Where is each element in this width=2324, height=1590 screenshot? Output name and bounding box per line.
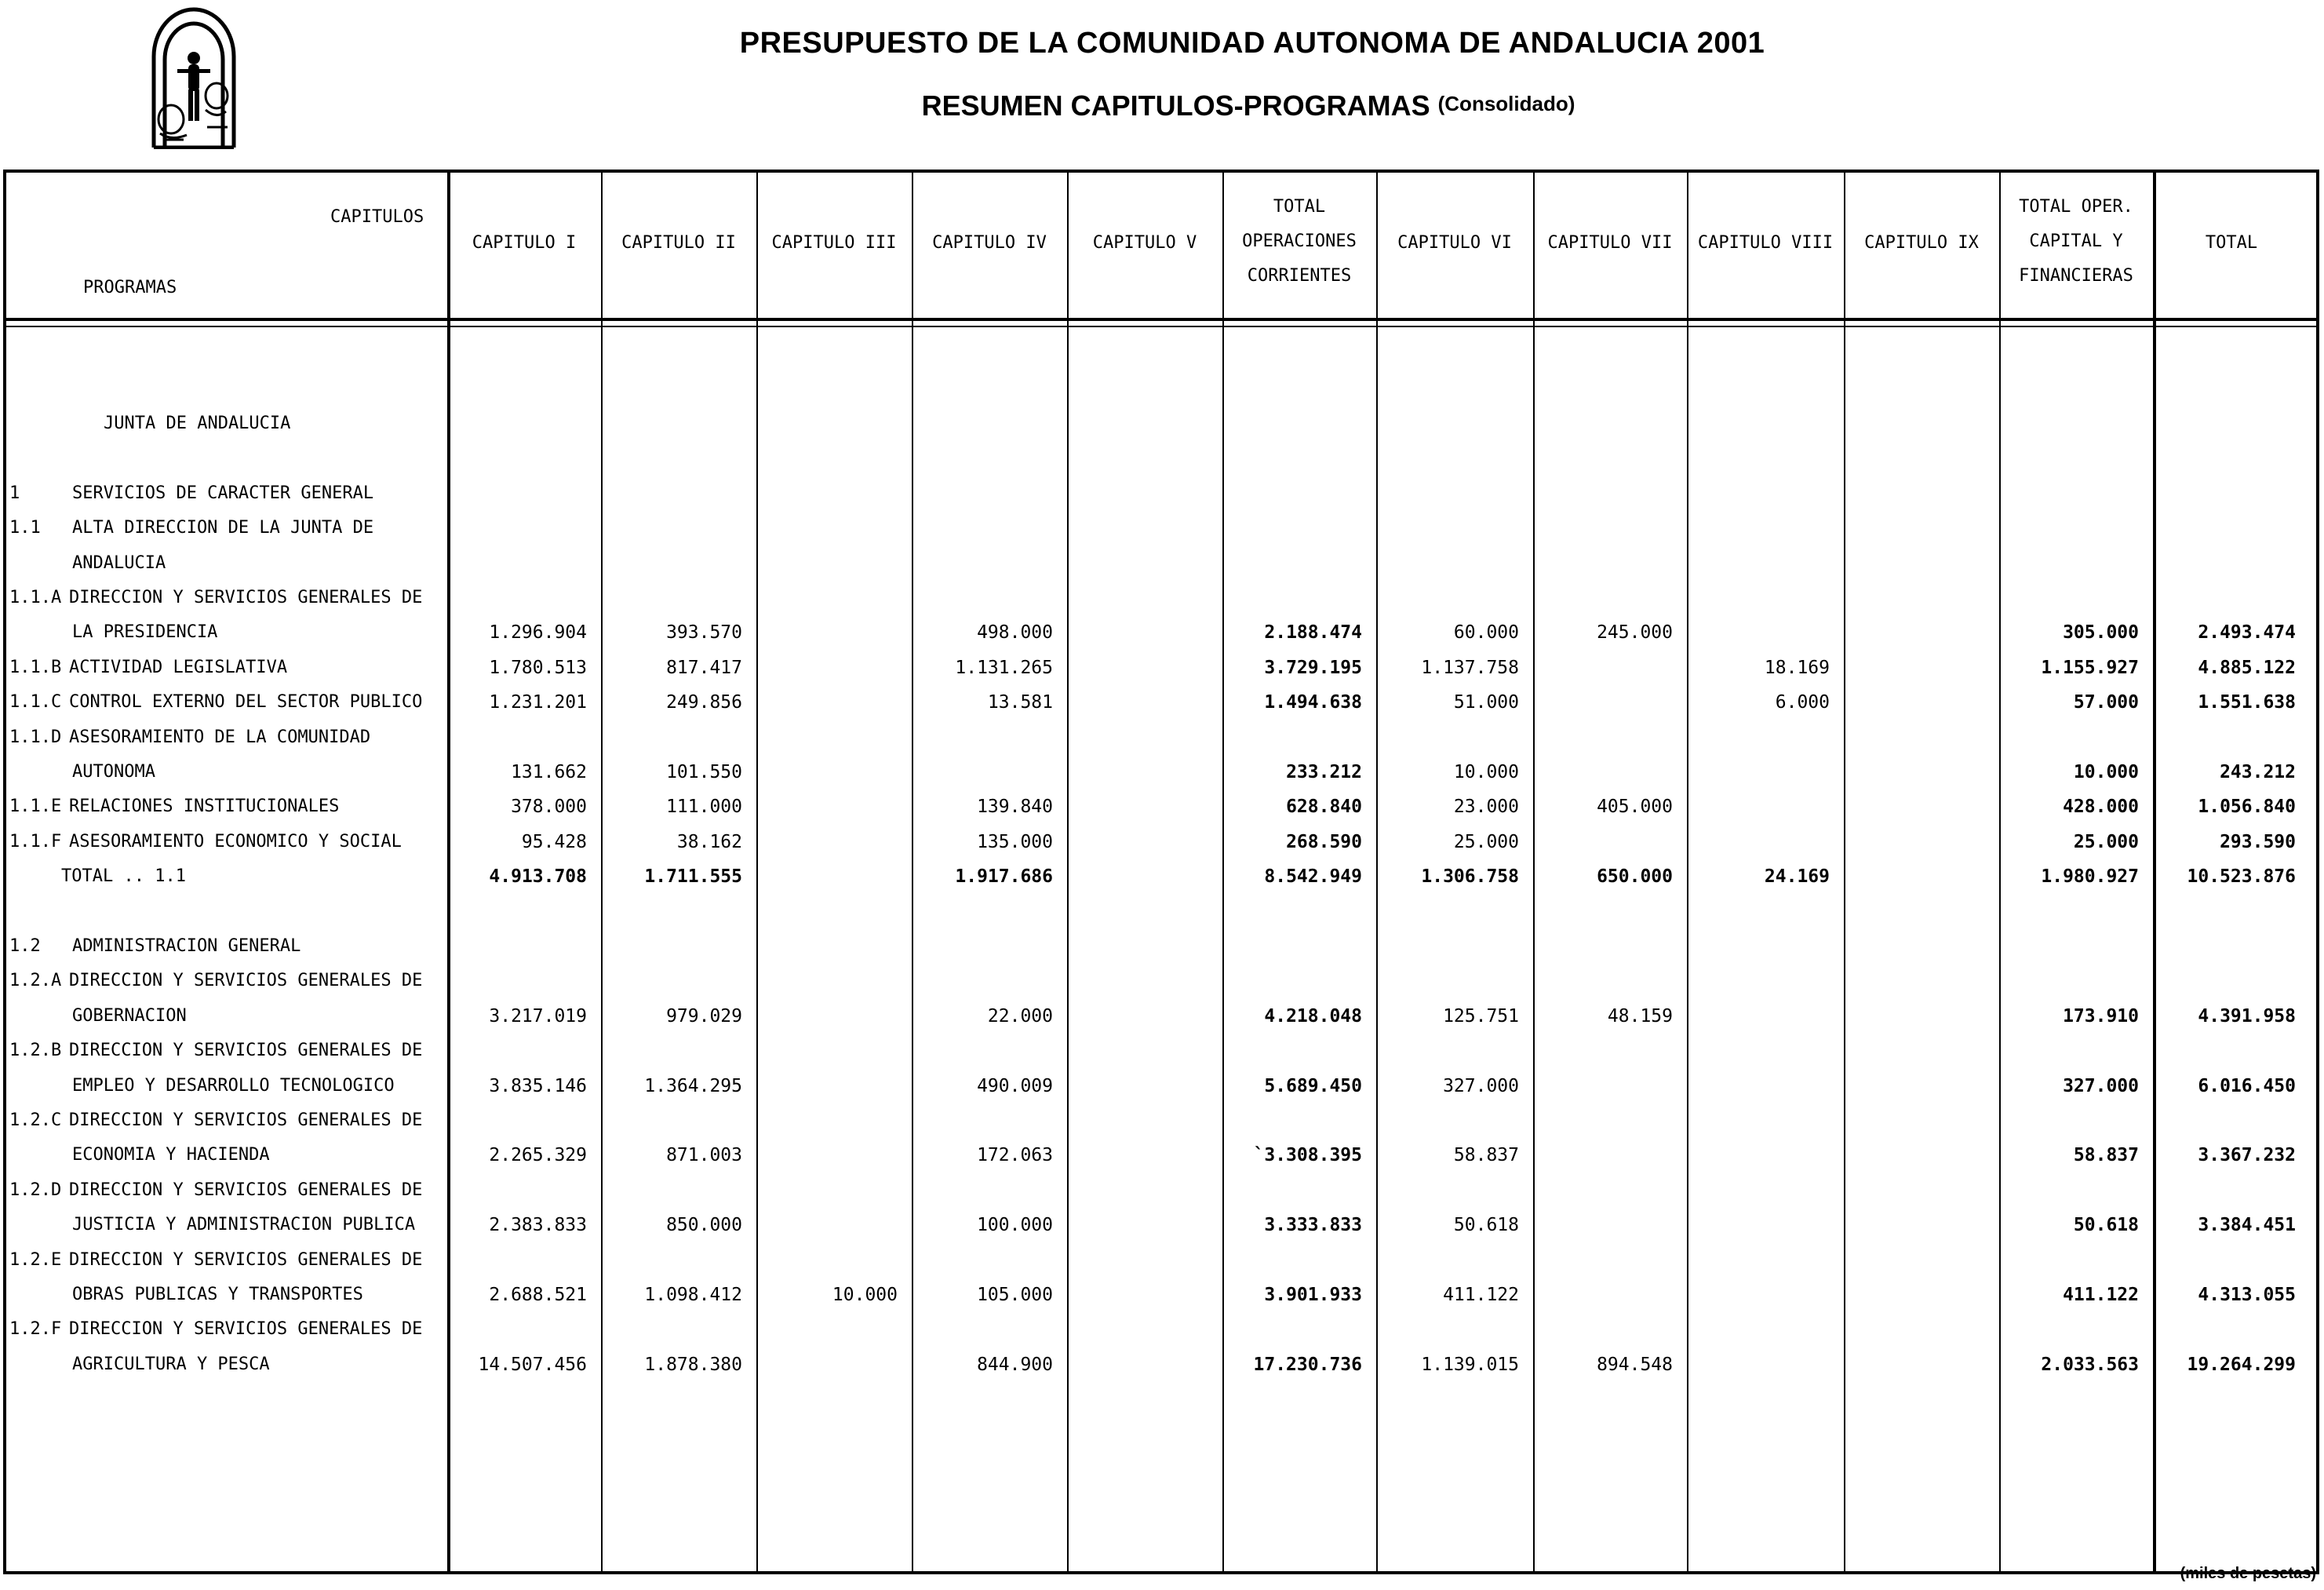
corner-label-capitulos: CAPITULOS: [330, 207, 424, 227]
program-description: EMPLEO Y DESARROLLO TECNOLOGICO: [72, 1075, 395, 1096]
cell-value: 871.003: [666, 1145, 742, 1166]
table-row: [6, 615, 2316, 650]
cell-value: 8.542.949: [1264, 866, 1362, 888]
unit-note: (miles de pesetas): [2180, 1565, 2316, 1582]
cell-value: 14.507.456: [478, 1354, 587, 1375]
program-code: 1.1.A: [9, 588, 62, 607]
cell-value: 131.662: [511, 762, 587, 782]
column-header: [1999, 190, 2153, 294]
table-row: [6, 720, 2316, 755]
program-description: DIRECCION Y SERVICIOS GENERALES DE: [69, 588, 423, 607]
cell-value: 844.900: [977, 1354, 1053, 1375]
cell-value: 650.000: [1597, 866, 1673, 888]
cell-value: 2.033.563: [2041, 1354, 2139, 1375]
program-code: 1.1: [9, 518, 41, 538]
program-description: ASESORAMIENTO DE LA COMUNIDAD: [69, 727, 371, 747]
column-header-line: CAPITULO III: [771, 233, 897, 253]
program-description: DIRECCION Y SERVICIOS GENERALES DE: [69, 1180, 423, 1200]
table-row: [6, 1103, 2316, 1138]
cell-value: 2.265.329: [489, 1145, 587, 1166]
cell-value: 10.000: [832, 1285, 898, 1305]
program-code: 1.2.F: [9, 1319, 62, 1340]
table-row: [6, 546, 2316, 581]
column-header: [1533, 226, 1687, 261]
cell-value: 95.428: [521, 831, 587, 852]
cell-value: 245.000: [1597, 622, 1673, 644]
cell-value: 3.729.195: [1264, 657, 1362, 678]
cell-value: 405.000: [1597, 797, 1673, 818]
cell-value: 24.169: [1764, 866, 1830, 888]
column-header-line: FINANCIERAS: [2019, 266, 2133, 286]
subtotal-label: TOTAL .. 1.1: [61, 866, 186, 887]
program-description: JUNTA DE ANDALUCIA: [104, 414, 291, 433]
cell-value: 50.618: [2073, 1215, 2139, 1236]
cell-value: 1.780.513: [489, 657, 587, 678]
program-code: 1.1.D: [9, 727, 62, 747]
cell-value: 393.570: [666, 622, 742, 644]
cell-value: 22.000: [987, 1005, 1053, 1027]
column-header-line: CAPITULO II: [621, 233, 736, 253]
cell-value: 48.159: [1607, 1005, 1673, 1027]
cell-value: 4.218.048: [1264, 1005, 1362, 1027]
table-row: [6, 1069, 2316, 1103]
table-row: [6, 825, 2316, 859]
cell-value: 139.840: [977, 797, 1053, 818]
cell-value: 1.494.638: [1264, 692, 1362, 713]
header-divider-secondary: [6, 326, 2316, 327]
corner-label-programas: PROGRAMAS: [83, 278, 177, 297]
cell-value: 17.230.736: [1253, 1354, 1362, 1375]
cell-value: 1.551.638: [2198, 692, 2296, 713]
cell-value: 628.840: [1286, 797, 1362, 818]
cell-value: 3.333.833: [1264, 1215, 1362, 1236]
cell-value: 233.212: [1286, 762, 1362, 782]
cell-value: 428.000: [2063, 797, 2139, 818]
cell-value: 4.391.958: [2198, 1005, 2296, 1027]
cell-value: 4.313.055: [2198, 1285, 2296, 1305]
table-row: [6, 1138, 2316, 1172]
cell-value: 1.296.904: [489, 622, 587, 644]
cell-value: 19.264.299: [2187, 1354, 2296, 1375]
table-row: [6, 441, 2316, 476]
cell-value: 1.364.295: [644, 1075, 742, 1096]
table-row: [6, 1243, 2316, 1278]
program-description: AUTONOMA: [72, 762, 155, 782]
table-row: [6, 1347, 2316, 1382]
cell-value: 1.056.840: [2198, 797, 2296, 818]
cell-value: 327.000: [2063, 1075, 2139, 1096]
cell-value: 13.581: [987, 692, 1053, 713]
column-header-line: CAPITULO V: [1092, 233, 1197, 253]
header-divider: [6, 318, 2316, 321]
column-header-line: OPERACIONES: [1242, 232, 1357, 251]
cell-value: 268.590: [1286, 831, 1362, 852]
cell-value: 4.913.708: [489, 866, 587, 888]
program-code: 1.1.B: [9, 657, 62, 677]
column-header-line: TOTAL: [1273, 197, 1326, 217]
cell-value: 378.000: [511, 797, 587, 818]
table-row: [6, 964, 2316, 998]
cell-value: 58.837: [1453, 1145, 1519, 1166]
cell-value: 6.000: [1775, 692, 1830, 713]
cell-value: 4.885.122: [2198, 657, 2296, 678]
program-description: RELACIONES INSTITUCIONALES: [69, 797, 340, 817]
program-description: OBRAS PUBLICAS Y TRANSPORTES: [72, 1285, 363, 1304]
andalucia-coat-of-arms-icon: [140, 2, 248, 149]
cell-value: 25.000: [2073, 831, 2139, 852]
column-header: [1844, 226, 1999, 261]
column-header-line: CAPITULO VI: [1397, 233, 1512, 253]
column-header: [1222, 190, 1376, 294]
cell-value: 979.029: [666, 1005, 742, 1027]
program-code: 1.1.E: [9, 797, 62, 817]
cell-value: 6.016.450: [2198, 1075, 2296, 1096]
table-row: [6, 1208, 2316, 1242]
cell-value: 2.383.833: [489, 1215, 587, 1236]
cell-value: 2.688.521: [489, 1285, 587, 1305]
program-description: LA PRESIDENCIA: [72, 622, 218, 643]
table-row: [6, 407, 2316, 441]
program-description: ADMINISTRACION GENERAL: [72, 936, 301, 956]
cell-value: 1.231.201: [489, 692, 587, 713]
table-row: [6, 651, 2316, 685]
table-row: [6, 929, 2316, 964]
cell-value: 101.550: [666, 762, 742, 782]
cell-value: 50.618: [1453, 1215, 1519, 1236]
cell-value: `3.308.395: [1253, 1145, 1362, 1166]
cell-value: 1.306.758: [1421, 866, 1519, 888]
cell-value: 3.384.451: [2198, 1215, 2296, 1236]
program-code: 1.2.D: [9, 1180, 62, 1200]
cell-value: 10.000: [2073, 762, 2139, 782]
subtitle-text: RESUMEN CAPITULOS-PROGRAMAS: [921, 89, 1430, 122]
program-description: DIRECCION Y SERVICIOS GENERALES DE: [69, 1110, 423, 1130]
cell-value: 2.493.474: [2198, 622, 2296, 644]
column-header: [1687, 226, 1844, 261]
column-header: [756, 226, 912, 261]
cell-value: 58.837: [2073, 1145, 2139, 1166]
program-description: ANDALUCIA: [72, 552, 166, 573]
program-description: ACTIVIDAD LEGISLATIVA: [69, 657, 288, 677]
table-row: [6, 1278, 2316, 1312]
cell-value: 1.917.686: [955, 866, 1053, 888]
budget-table: [3, 170, 2319, 1574]
column-header: [2153, 226, 2310, 261]
cell-value: 894.548: [1597, 1354, 1673, 1375]
column-header: [601, 226, 756, 261]
table-row: [6, 511, 2316, 545]
cell-value: 23.000: [1453, 797, 1519, 818]
cell-value: 243.212: [2220, 762, 2296, 782]
table-row: [6, 476, 2316, 511]
cell-value: 1.137.758: [1421, 657, 1519, 678]
program-description: ASESORAMIENTO ECONOMICO Y SOCIAL: [69, 831, 402, 852]
cell-value: 10.523.876: [2187, 866, 2296, 888]
program-code: 1.2.A: [9, 971, 62, 991]
cell-value: 490.009: [977, 1075, 1053, 1096]
program-code: 1.2: [9, 936, 41, 956]
cell-value: 105.000: [977, 1285, 1053, 1305]
cell-value: 1.878.380: [644, 1354, 742, 1375]
cell-value: 1.711.555: [644, 866, 742, 888]
table-row: [6, 581, 2316, 615]
cell-value: 1.980.927: [2041, 866, 2139, 888]
program-description: DIRECCION Y SERVICIOS GENERALES DE: [69, 1041, 423, 1061]
cell-value: 411.122: [1443, 1285, 1519, 1305]
cell-value: 135.000: [977, 831, 1053, 852]
cell-value: 1.155.927: [2041, 657, 2139, 678]
program-description: JUSTICIA Y ADMINISTRACION PUBLICA: [72, 1215, 416, 1235]
program-description: DIRECCION Y SERVICIOS GENERALES DE: [69, 971, 423, 991]
cell-value: 125.751: [1443, 1005, 1519, 1027]
cell-value: 305.000: [2063, 622, 2139, 644]
cell-value: 1.131.265: [955, 657, 1053, 678]
cell-value: 3.901.933: [1264, 1285, 1362, 1305]
table-row: [6, 755, 2316, 790]
cell-value: 3.367.232: [2198, 1145, 2296, 1166]
cell-value: 1.139.015: [1421, 1354, 1519, 1375]
column-header-line: CAPITULO I: [472, 233, 577, 253]
column-header: [1067, 226, 1222, 261]
program-code: 1.1.C: [9, 692, 62, 713]
program-description: DIRECCION Y SERVICIOS GENERALES DE: [69, 1319, 423, 1340]
cell-value: 1.098.412: [644, 1285, 742, 1305]
cell-value: 60.000: [1453, 622, 1519, 644]
cell-value: 100.000: [977, 1215, 1053, 1236]
cell-value: 3.217.019: [489, 1005, 587, 1027]
column-header-line: CAPITULO VII: [1547, 233, 1673, 253]
column-header-line: TOTAL: [2205, 233, 2258, 253]
program-description: ALTA DIRECCION DE LA JUNTA DE: [72, 518, 374, 538]
cell-value: 51.000: [1453, 692, 1519, 713]
table-row: [6, 999, 2316, 1034]
column-header-line: CAPITULO IV: [932, 233, 1047, 253]
cell-value: 25.000: [1453, 831, 1519, 852]
column-header: [1376, 226, 1533, 261]
column-header-line: CORRIENTES: [1247, 266, 1352, 286]
program-description: AGRICULTURA Y PESCA: [72, 1354, 270, 1374]
program-description: SERVICIOS DE CARACTER GENERAL: [72, 483, 374, 503]
program-description: ECONOMIA Y HACIENDA: [72, 1145, 270, 1165]
column-header-line: CAPITULO VIII: [1697, 233, 1834, 253]
cell-value: 850.000: [666, 1215, 742, 1236]
cell-value: 10.000: [1453, 762, 1519, 782]
program-code: 1.2.E: [9, 1249, 62, 1270]
table-row: [6, 1034, 2316, 1068]
cell-value: 3.835.146: [489, 1075, 587, 1096]
cell-value: 5.689.450: [1264, 1075, 1362, 1096]
program-code: 1.2.B: [9, 1041, 62, 1061]
cell-value: 327.000: [1443, 1075, 1519, 1096]
program-description: CONTROL EXTERNO DEL SECTOR PUBLICO: [69, 692, 423, 713]
cell-value: 172.063: [977, 1145, 1053, 1166]
page-subtitle: [0, 89, 2324, 122]
program-description: DIRECCION Y SERVICIOS GENERALES DE: [69, 1249, 423, 1270]
program-code: 1.2.C: [9, 1110, 62, 1130]
column-header-line: TOTAL OPER.: [2019, 197, 2133, 217]
column-header-line: CAPITAL Y: [2029, 232, 2123, 251]
table-row: [6, 1173, 2316, 1208]
column-header: [912, 226, 1067, 261]
program-code: 1.1.F: [9, 831, 62, 852]
column-header-line: CAPITULO IX: [1864, 233, 1979, 253]
table-row: [6, 685, 2316, 720]
table-row: [6, 859, 2316, 894]
cell-value: 173.910: [2063, 1005, 2139, 1027]
cell-value: 57.000: [2073, 692, 2139, 713]
cell-value: 498.000: [977, 622, 1053, 644]
page-title: PRESUPUESTO DE LA COMUNIDAD AUTONOMA DE ANDALUCIA 2001: [739, 27, 1765, 60]
table-row: [6, 790, 2316, 824]
cell-value: 293.590: [2220, 831, 2296, 852]
cell-value: 2.188.474: [1264, 622, 1362, 644]
cell-value: 249.856: [666, 692, 742, 713]
subtitle-note: (Consolidado): [1437, 92, 1575, 115]
cell-value: 18.169: [1764, 657, 1830, 678]
cell-value: 817.417: [666, 657, 742, 678]
column-header: [447, 226, 601, 261]
cell-value: 411.122: [2063, 1285, 2139, 1305]
program-description: GOBERNACION: [72, 1005, 187, 1026]
program-code: 1: [9, 483, 20, 503]
table-row: [6, 1312, 2316, 1347]
cell-value: 111.000: [666, 797, 742, 818]
cell-value: 38.162: [676, 831, 742, 852]
table-row: [6, 895, 2316, 929]
